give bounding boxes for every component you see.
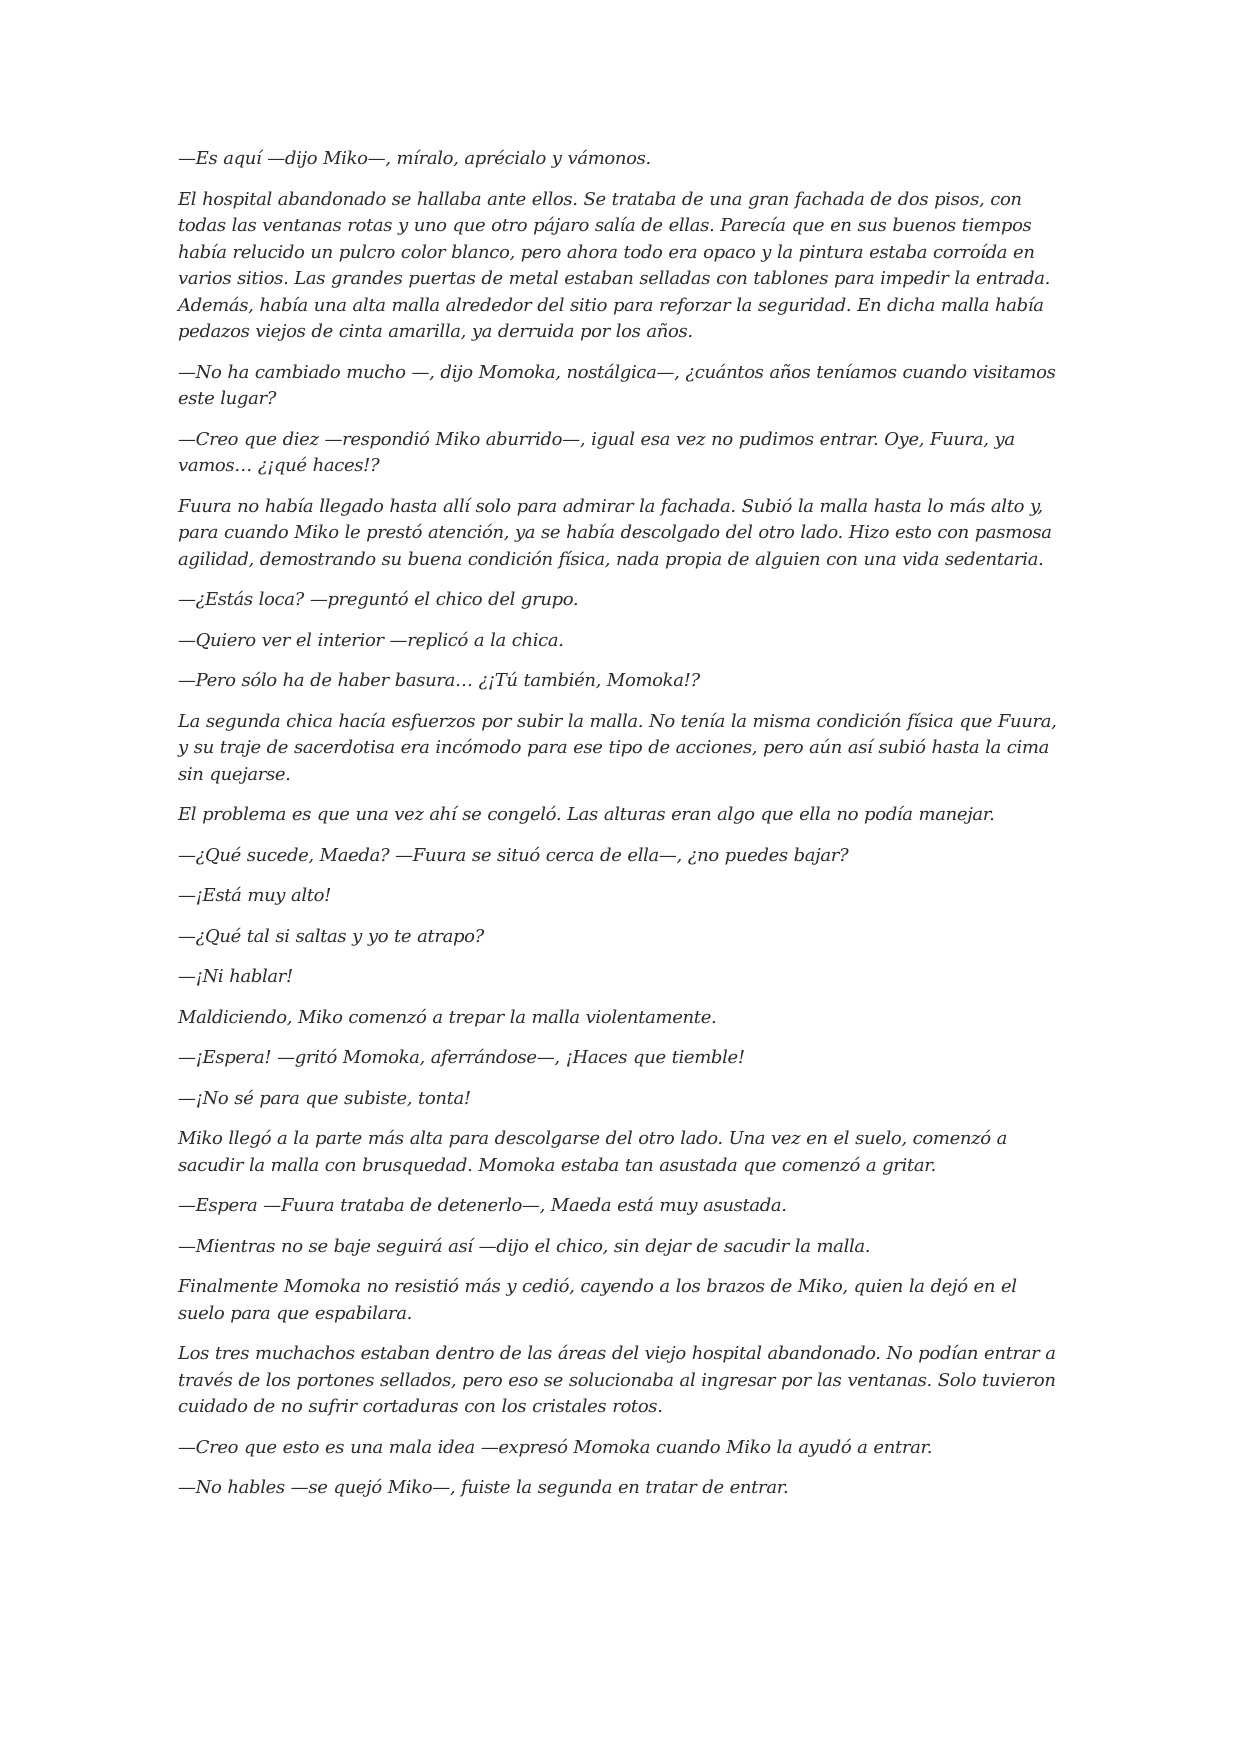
paragraph: —No ha cambiado mucho —, dijo Momoka, nostálgica—, ¿cuántos años teníamos cuando visitamos este lugar? [178, 361, 1056, 409]
paragraph: Finalmente Momoka no resistió más y cedió, cayendo a los brazos de Miko, quien la dejó en el suelo para que espabilara. [178, 1276, 1017, 1324]
paragraph: —¿Qué tal si saltas y yo te atrapo? [178, 925, 484, 947]
paragraph: Los tres muchachos estaban dentro de las áreas del viejo hospital abandonado. No podían entrar a través de los portones sellados, pero eso se solucionaba al ingresar por las ventanas. Solo tuvieron cuidado de no sufrir cortaduras con los cristales rotos. [178, 1343, 1056, 1417]
paragraph: La segunda chica hacía esfuerzos por subir la malla. No tenía la misma condición física que Fuura, y su traje de sacerdotisa era incómodo para ese tipo de acciones, pero aún así subió hasta la cima sin quejarse. [178, 710, 1057, 785]
paragraph: —¿Qué sucede, Maeda? —Fuura se situó cerca de ella—, ¿no puedes bajar? [178, 844, 849, 866]
paragraph: —¡Está muy alto! [178, 885, 332, 906]
paragraph: —Creo que diez —respondió Miko aburrido—, igual esa vez no pudimos entrar. Oye, Fuura, ya vamos… ¿¡qué haces!? [178, 428, 1015, 476]
paragraph: Miko llegó a la parte más alta para descolgarse del otro lado. Una vez en el suelo, comenzó a sacudir la malla con brusquedad. Momoka estaba tan asustada que comenzó a gritar. [178, 1128, 1008, 1176]
paragraph: —Pero sólo ha de haber basura… ¿¡Tú también, Momoka!? [178, 670, 700, 691]
paragraph: Maldiciendo, Miko comenzó a trepar la malla violentamente. [178, 1006, 717, 1028]
paragraph: —No hables —se quejó Miko—, fuiste la segunda en tratar de entrar. [178, 1477, 789, 1498]
paragraph: —Es aquí —dijo Miko—, míralo, aprécialo y vámonos. [178, 148, 651, 169]
paragraph: —Creo que esto es una mala idea —expresó Momoka cuando Miko la ayudó a entrar. [178, 1436, 933, 1458]
paragraph: El hospital abandonado se hallaba ante ellos. Se trataba de una gran fachada de dos pisos, con todas las ventanas rotas y uno que otro pájaro salía de ellas. Parecía que en sus buenos tiempos había relucido un pulcro color blanco, pero ahora todo era opaco y la pintura estaba corroída en varios sitios. Las grandes puertas de metal estaban selladas con tablones para impedir la entrada. Además, había una alta malla alrededor del sitio para reforzar la seguridad. En dicha malla había pedazos viejos de cinta amarilla, ya derruida por los años. [178, 188, 1051, 342]
paragraph: —Mientras no se baje seguirá así —dijo el chico, sin dejar de sacudir la malla. [178, 1235, 871, 1257]
paragraph: —¿Estás loca? —preguntó el chico del grupo. [178, 589, 579, 610]
paragraph: —Quiero ver el interior —replicó a la chica. [178, 629, 564, 651]
text-body [178, 146, 1068, 1516]
paragraph: —¡Espera! —gritó Momoka, aferrándose—, ¡Haces que tiemble! [178, 1047, 745, 1068]
paragraph: Fuura no había llegado hasta allí solo para admirar la fachada. Subió la malla hasta lo más alto y, para cuando Miko le prestó atención, ya se había descolgado del otro lado. Hizo esto con pasmosa agilidad, demostrando su buena condición física, nada propia de alguien con una vida sedentaria. [178, 495, 1052, 570]
paragraph: —¡No sé para que subiste, tonta! [178, 1087, 471, 1109]
paragraph: —Espera —Fuura trataba de detenerlo—, Maeda está muy asustada. [178, 1195, 787, 1216]
paragraph: —¡Ni hablar! [178, 966, 293, 987]
paragraph: El problema es que una vez ahí se congeló. Las alturas eran algo que ella no podía manejar. [178, 804, 995, 825]
